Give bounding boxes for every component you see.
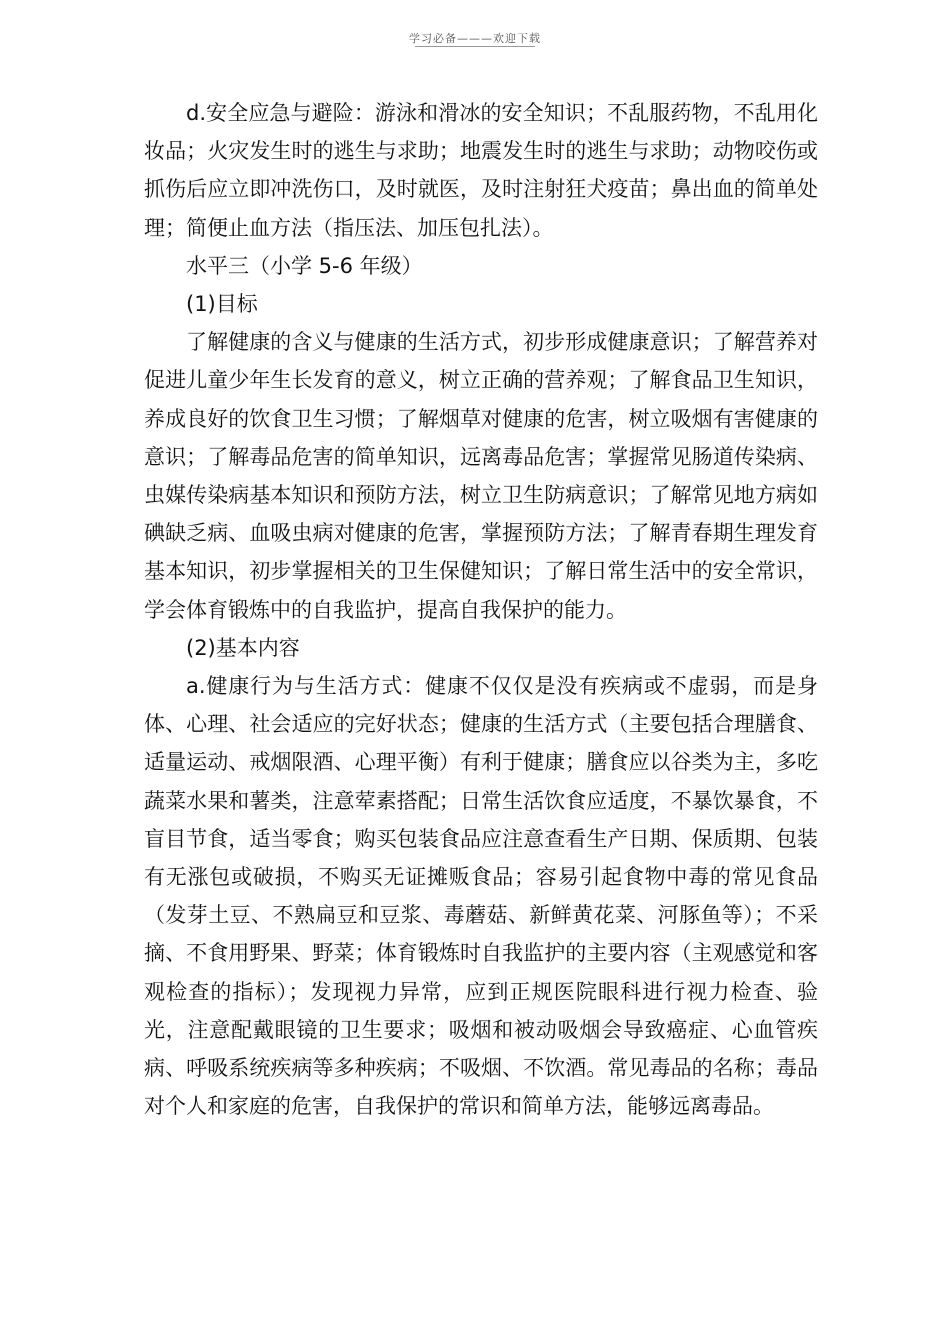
paragraph-health-behavior: a.健康行为与生活方式：健康不仅仅是没有疾病或不虚弱，而是身体、心理、社会适应的完好状态；健康的生活方式（主要包括合理膳食、适量运动、戒烟限酒、心理平衡）有利于健康；膳食应以谷类为主，多吃蔬菜水果和薯类，注意荤素搭配；日常生活饮食应适度，不暴饮暴食，不盲目节食，适当零食；购买包装食品应注意查看生产日期、保质期、包装有无涨包或破损，不购买无证摊贩食品；容易引起食物中毒的常见食品（发芽土豆、不熟扁豆和豆浆、毒蘑菇、新鲜黄花菜、河豚鱼等）；不采摘、不食用野果、野菜；体育锻炼时自我监护的主要内容（主观感觉和客观检查的指标）；发现视力异常，应到正规医院眼科进行视力检查、验光，注意配戴眼镜的卫生要求；吸烟和被动吸烟会导致癌症、心血管疾病、呼吸系统疾病等多种疾病；不吸烟、不饮酒。常见毒品的名称；毒品对个人和家庭的危害，自我保护的常识和简单方法，能够远离毒品。 [144,674,818,1119]
paragraph-safety-emergency: d.安全应急与避险：游泳和滑冰的安全知识；不乱服药物，不乱用化妆品；火灾发生时的逃生与求助；地震发生时的逃生与求助；动物咬伤或抓伤后应立即冲洗伤口，及时就医，及时注射狂犬疫苗；鼻出血的简单处理；简便止血方法（指压法、加压包扎法）。 [144,101,818,240]
document-body [144,94,818,1125]
paragraph-goals: 了解健康的含义与健康的生活方式，初步形成健康意识；了解营养对促进儿童少年生长发育的意义，树立正确的营养观；了解食品卫生知识，养成良好的饮食卫生习惯；了解烟草对健康的危害，树立吸烟有害健康的意识；了解毒品危害的简单知识，远离毒品危害；掌握常见肠道传染病、虫媒传染病基本知识和预防方法，树立卫生防病意识；了解常见地方病如碘缺乏病、血吸虫病对健康的危害，掌握预防方法；了解青春期生理发育基本知识，初步掌握相关的卫生保健知识；了解日常生活中的安全常识，学会体育锻炼中的自我监护，提高自我保护的能力。 [144,330,818,622]
page-header: 学习必备———欢迎下载 [409,32,541,45]
section-heading-level-three: 水平三（小学 5-6 年级） [186,253,423,278]
subheading-basic-content: (2)基本内容 [186,635,300,660]
header-rule [415,46,535,47]
subheading-goals: (1)目标 [186,292,258,317]
